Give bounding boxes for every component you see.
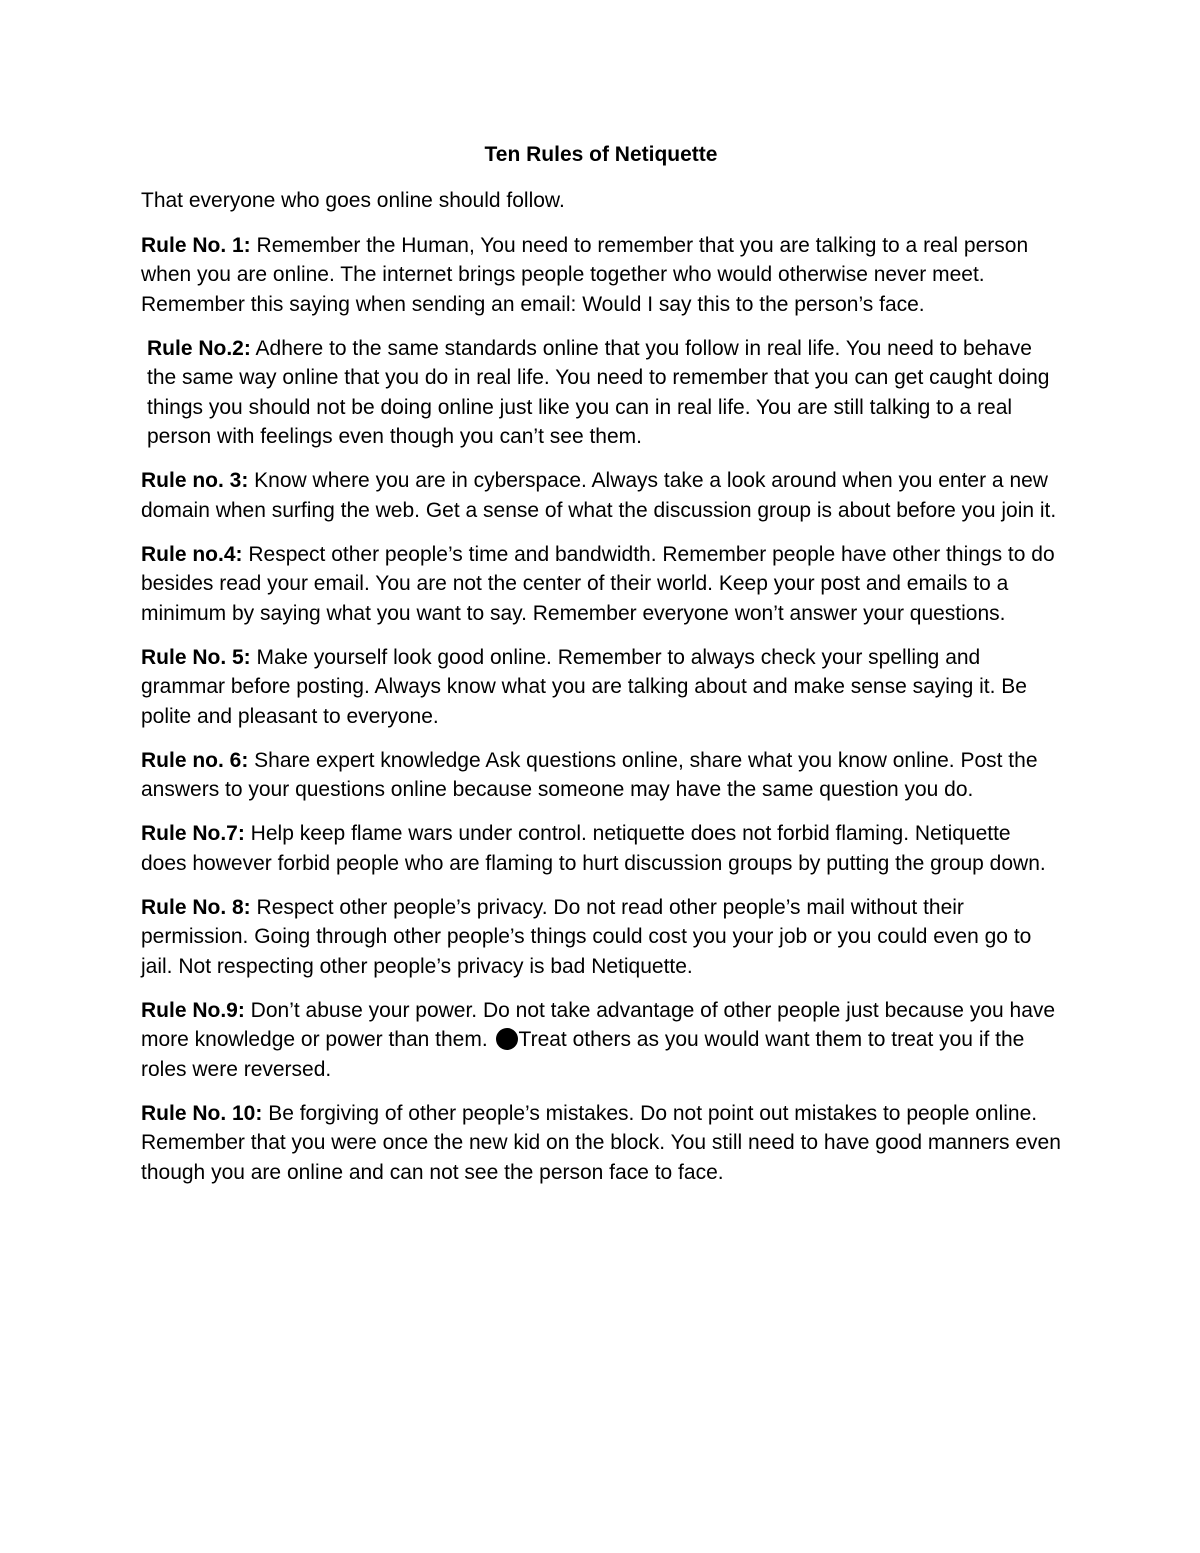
rule-5-label: Rule No. 5:: [141, 645, 251, 669]
bullet-icon: [496, 1028, 518, 1050]
document-page: [141, 140, 1061, 1202]
rule-6-label: Rule no. 6:: [141, 748, 249, 772]
rule-5-text: Make yourself look good online. Remember to always check your spelling and grammar before posting. Always know what you are talking about and make sense saying it. Be polite and pleasant to everyone.: [141, 645, 1027, 728]
rule-1: [141, 231, 1061, 320]
rule-10-text: Be forgiving of other people’s mistakes. Do not point out mistakes to people online. Remember that you were once the new kid on the block. You still need to have good manners even though you are online and can not see the person face to face.: [141, 1101, 1061, 1184]
document-intro: That everyone who goes online should follow.: [141, 189, 565, 212]
rule-4-label: Rule no.4:: [141, 542, 243, 566]
rule-1-text: Remember the Human, You need to remember that you are talking to a real person when you are online. The internet brings people together who would otherwise never meet. Remember this saying when sending an email: Would I say this to the person’s face.: [141, 233, 1029, 316]
rule-6-text: Share expert knowledge Ask questions online, share what you know online. Post the answers to your questions online because someone may have the same question you do.: [141, 748, 1038, 801]
rule-9-text-before-bullet: Don’t abuse your power. Do not take advantage of other people just because you have more knowledge or power than them.: [141, 998, 1056, 1051]
rule-4: [141, 540, 1061, 629]
rule-8-text: Respect other people’s privacy. Do not read other people’s mail without their permission. Going through other people’s things could cost you your job or you could even go to jail. Not respecting other people’s privacy is bad Netiquette.: [141, 895, 1032, 978]
rule-2-label: Rule No.2:: [147, 336, 251, 360]
rule-9-label: Rule No.9:: [141, 998, 245, 1022]
rule-10-label: Rule No. 10:: [141, 1101, 263, 1125]
rule-1-label: Rule No. 1:: [141, 233, 251, 257]
rule-9: [141, 996, 1061, 1085]
rule-6: [141, 746, 1061, 805]
rule-8: [141, 893, 1061, 982]
document-title: Ten Rules of Netiquette: [484, 143, 718, 166]
rule-7: [141, 819, 1061, 878]
rule-9-text-after-bullet: Treat others as you would want them to treat you if the roles were reversed.: [141, 1028, 1025, 1081]
rule-5: [141, 643, 1061, 732]
rule-10: [141, 1099, 1061, 1188]
rule-3: [141, 466, 1061, 525]
rule-2-text: Adhere to the same standards online that you follow in real life. You need to behave the same way online that you do in real life. You need to remember that you can get caught doing things you should not be doing online just like you can in real life. You are still talking to a real person with feelings even though you can’t see them.: [147, 336, 1050, 448]
rule-4-text: Respect other people’s time and bandwidth. Remember people have other things to do besides read your email. You are not the center of their world. Keep your post and emails to a minimum by saying what you want to say. Remember everyone won’t answer your questions.: [141, 542, 1055, 625]
rule-2: [141, 334, 1061, 452]
rule-3-label: Rule no. 3:: [141, 469, 249, 492]
rule-3-text: Know where you are in cyberspace. Always take a look around when you enter a new domain when surfing the web. Get a sense of what the discussion group is about before you join it.: [141, 469, 1057, 522]
rule-7-text: Help keep flame wars under control. netiquette does not forbid flaming. Netiquette does however forbid people who are flaming to hurt discussion groups by putting the group down.: [141, 822, 1046, 875]
rule-8-label: Rule No. 8:: [141, 895, 251, 919]
rule-7-label: Rule No.7:: [141, 822, 245, 845]
